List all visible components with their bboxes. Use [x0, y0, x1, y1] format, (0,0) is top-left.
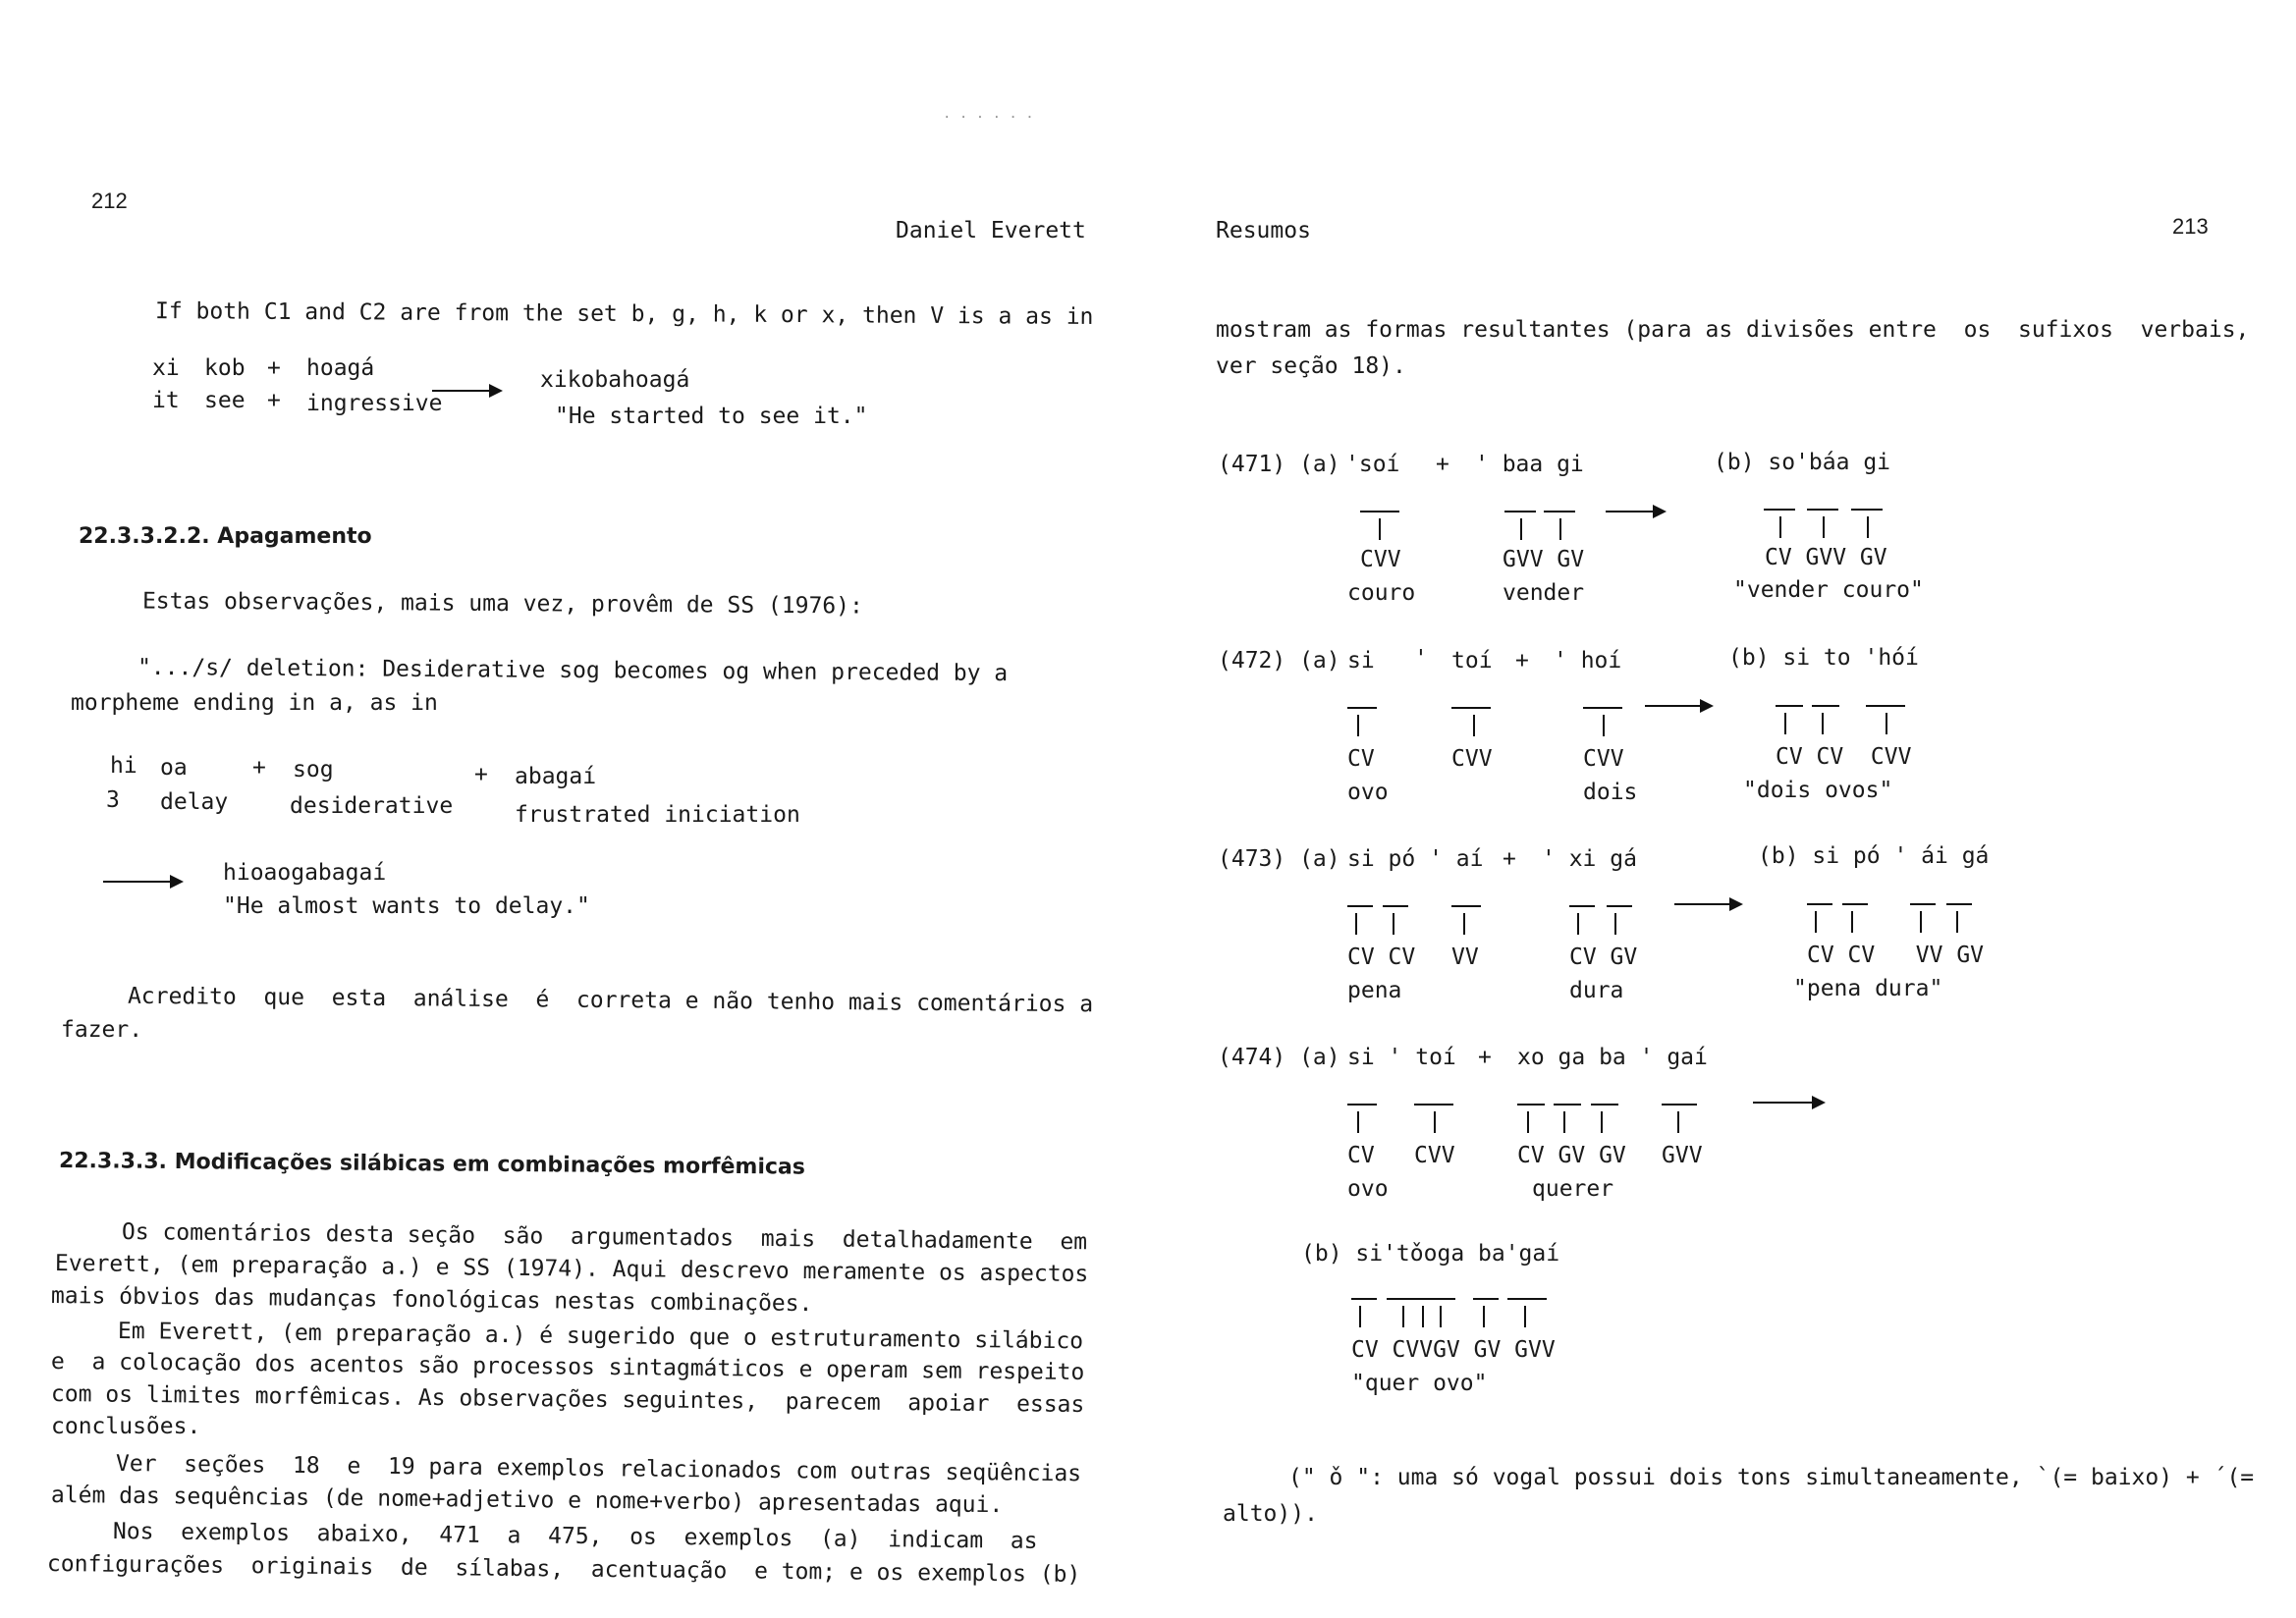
- tone-bar: [1351, 1298, 1377, 1300]
- ex2-morpheme: hi: [110, 753, 137, 779]
- gloss: "dois ovos": [1743, 778, 1893, 803]
- gloss: pena: [1347, 978, 1402, 1003]
- syllable-stem: [1434, 1111, 1436, 1133]
- quote-line: morpheme ending in a, as in: [71, 690, 438, 716]
- cv-pattern: CV CVVGV GV GVV: [1351, 1337, 1556, 1363]
- syllable-stem: [1483, 1306, 1485, 1327]
- tone-bar: [1414, 1104, 1453, 1106]
- tone-bar: [1607, 905, 1632, 907]
- derivation-arrow: [1645, 705, 1712, 707]
- ex2-morpheme: abagaí: [515, 764, 597, 789]
- rule-line: If both C1 and C2 are from the set b, g, h, k or x, then V is a as in: [154, 298, 1094, 330]
- syllable-stem: [1822, 713, 1824, 734]
- ex1-morpheme: kob: [204, 355, 246, 381]
- tone-bar: [1383, 905, 1408, 907]
- syllable-stem: [1473, 715, 1475, 736]
- syllable-stem: [1393, 913, 1394, 935]
- syllable-stem: [1359, 1306, 1361, 1327]
- body-line: com os limites morfêmicas. As observações seguintes, parecem apoiar essas: [50, 1381, 1085, 1419]
- syllable-stem: [1520, 518, 1522, 540]
- tone-bar: [1473, 1298, 1499, 1300]
- gloss: "pena dura": [1793, 976, 1943, 1001]
- gloss: vender: [1503, 580, 1585, 606]
- tone-bar: [1347, 905, 1373, 907]
- tone-bar: [1776, 705, 1803, 707]
- cv-pattern: CV GV: [1569, 944, 1638, 970]
- derivation-arrow: [1753, 1102, 1824, 1104]
- plus: +: [1503, 846, 1516, 872]
- plus: +: [1436, 452, 1449, 477]
- derivation-arrow: [1674, 903, 1741, 905]
- morpheme: ' baa gi: [1475, 452, 1584, 477]
- tone-bar: [1451, 707, 1491, 709]
- body-line: Everett, (em preparação a.) e SS (1974). Aqui descrevo meramente os aspectos: [54, 1251, 1089, 1288]
- ex1-gloss-word: see: [204, 388, 246, 413]
- ex1-morpheme: hoagá: [306, 355, 375, 381]
- morpheme: ' hoí: [1554, 648, 1622, 674]
- cv-pattern: GVV: [1662, 1143, 1703, 1168]
- example-label: (472) (a): [1218, 648, 1340, 674]
- cv-pattern: CV CV VV GV: [1807, 943, 1985, 968]
- body-line: Nos exemplos abaixo, 471 a 475, os exemplos (a) indicam as: [112, 1519, 1038, 1554]
- syllable-stem: [1603, 715, 1605, 736]
- scan-artifact: · · · · · ·: [943, 110, 1034, 126]
- tone-bar: [1360, 511, 1399, 512]
- morpheme: ' xi gá: [1542, 846, 1637, 872]
- gloss: dois: [1583, 780, 1638, 805]
- syllable-stem: [1463, 913, 1465, 935]
- tone-bar: [1910, 903, 1936, 905]
- gloss: "vender couro": [1733, 577, 1924, 603]
- syllable-stem: [1402, 1306, 1404, 1327]
- cv-pattern: GVV GV: [1503, 547, 1585, 572]
- ex1-translation: "He started to see it.": [555, 404, 868, 429]
- syllable-stem: [1677, 1111, 1679, 1133]
- body-line: conclusões.: [51, 1414, 201, 1439]
- body-line: Ver seções 18 e 19 para exemplos relacionados com outras seqüências: [115, 1451, 1082, 1487]
- syllable-stem: [1357, 715, 1359, 736]
- tone-bar: [1812, 705, 1839, 707]
- body-line: e a colocação dos acentos são processos sintagmáticos e operam sem respeito: [50, 1349, 1085, 1386]
- syllable-stem: [1956, 911, 1958, 933]
- page-number: 212: [91, 189, 128, 213]
- syllable-stem: [1355, 913, 1357, 935]
- ex1-gloss-word: ingressive: [306, 391, 443, 416]
- footnote-line: alto)).: [1223, 1501, 1318, 1527]
- morpheme: si: [1347, 648, 1375, 674]
- ex2-morpheme: oa: [160, 755, 188, 781]
- example-label: (471) (a): [1218, 452, 1340, 477]
- body-line: Em Everett, (em preparação a.) é sugerido que o estruturamento silábico: [117, 1319, 1084, 1355]
- cv-pattern: CV GV GV: [1517, 1143, 1626, 1168]
- tone-bar: [1554, 1104, 1581, 1106]
- cv-pattern: CV CV CVV: [1776, 744, 1912, 770]
- syllable-stem: [1779, 516, 1781, 538]
- cv-pattern: CV: [1347, 1143, 1375, 1168]
- body-line: Os comentários desta seção são argumentados mais detalhadamente em: [121, 1219, 1088, 1256]
- derivation-arrow: [103, 881, 182, 883]
- syllable-stem: [1559, 518, 1561, 540]
- ex1-plus: +: [267, 388, 281, 413]
- ex2-gloss-word: delay: [160, 789, 229, 815]
- page-number: 213: [2172, 214, 2209, 239]
- tone-bar: [1517, 1104, 1545, 1106]
- tone-bar: [1946, 903, 1972, 905]
- tone-bar: [1507, 1298, 1547, 1300]
- plus: +: [1478, 1045, 1492, 1070]
- syllable-stem: [1867, 516, 1869, 538]
- gloss: querer: [1532, 1176, 1614, 1202]
- syllable-stem: [1357, 1111, 1359, 1133]
- result-label: (b) si'tǒoga ba'gaí: [1301, 1241, 1560, 1267]
- cv-pattern: CVV: [1583, 746, 1624, 772]
- ex1-gloss-word: it: [152, 388, 180, 413]
- gloss: "quer ovo": [1351, 1371, 1488, 1396]
- body-line: configurações originais de sílabas, acentuação e tom; e os exemplos (b): [46, 1551, 1081, 1589]
- ex2-gloss-word: 3: [106, 787, 120, 813]
- syllable-stem: [1563, 1111, 1565, 1133]
- syllable-stem: [1920, 911, 1922, 933]
- paragraph-line: mostram as formas resultantes (para as divisões entre os sufixos verbais,: [1216, 317, 2250, 343]
- section-heading: 22.3.3.3. Modificações silábicas em combinações morfêmicas: [58, 1149, 806, 1180]
- tone-bar: [1347, 707, 1377, 709]
- tone-bar: [1807, 509, 1838, 511]
- syllable-stem: [1577, 913, 1579, 935]
- syllable-stem: [1601, 1111, 1603, 1133]
- cv-pattern: CVV: [1360, 547, 1401, 572]
- paragraph-line: ver seção 18).: [1216, 353, 1406, 379]
- tone-bar: [1504, 511, 1536, 512]
- cv-pattern: CV CV: [1347, 944, 1416, 970]
- paragraph-line: Acredito que esta análise é correta e não tenho mais comentários a: [127, 983, 1094, 1018]
- morpheme: 'soí: [1345, 452, 1400, 477]
- ex2-morpheme: sog: [293, 757, 334, 782]
- syllable-stem: [1524, 1306, 1526, 1327]
- tone-bar: [1591, 1104, 1618, 1106]
- ex2-translation: "He almost wants to delay.": [223, 893, 590, 919]
- result-label: (b) so'báa gi: [1714, 450, 1891, 475]
- gloss: dura: [1569, 978, 1624, 1003]
- result-label: (b) si pó ' ái gá: [1758, 843, 1990, 869]
- ex1-plus: +: [267, 355, 281, 381]
- tone-bar: [1764, 509, 1795, 511]
- gloss: ovo: [1347, 780, 1389, 805]
- cv-pattern: CVV: [1451, 746, 1493, 772]
- derivation-arrow: [1606, 511, 1665, 512]
- syllable-stem: [1886, 713, 1887, 734]
- example-label: (474) (a): [1218, 1045, 1340, 1070]
- section-heading: 22.3.3.2.2. Apagamento: [79, 524, 372, 549]
- tone-bar: [1544, 511, 1575, 512]
- paragraph-line: Estas observações, mais uma vez, provêm de SS (1976):: [141, 588, 863, 620]
- example-label: (473) (a): [1218, 846, 1340, 872]
- tone-bar: [1807, 903, 1832, 905]
- cv-pattern: VV: [1451, 944, 1479, 970]
- tone-bar: [1662, 1104, 1697, 1106]
- paragraph-line: fazer.: [61, 1017, 143, 1043]
- syllable-stem: [1851, 911, 1853, 933]
- body-line: mais óbvios das mudanças fonológicas nestas combinações.: [50, 1283, 813, 1318]
- footnote-line: (" ǒ ": uma só vogal possui dois tons simultaneamente, `(= baixo) + ´(=: [1288, 1465, 2255, 1490]
- syllable-stem: [1614, 913, 1616, 935]
- syllable-stem: [1440, 1306, 1442, 1327]
- tone-bar: [1347, 1104, 1377, 1106]
- ex1-result: xikobahoagá: [540, 367, 690, 393]
- ex2-gloss-word: desiderative: [290, 793, 454, 819]
- cv-pattern: CV GVV GV: [1765, 545, 1887, 570]
- ex2-gloss-word: frustrated iniciation: [515, 802, 800, 828]
- running-head: Resumos: [1216, 218, 1311, 243]
- ex2-plus: +: [252, 755, 266, 781]
- quote-line: ".../s/ deletion: Desiderative sog becomes og when preceded by a: [137, 654, 1009, 687]
- gloss: couro: [1347, 580, 1416, 606]
- ex1-morpheme: xi: [152, 355, 180, 381]
- stress-mark: ': [1414, 646, 1428, 672]
- syllable-stem: [1422, 1306, 1424, 1327]
- tone-bar: [1842, 903, 1868, 905]
- ex2-result: hioaogabagaí: [223, 860, 387, 886]
- ex2-plus: +: [474, 762, 488, 787]
- running-head: Daniel Everett: [896, 218, 1086, 243]
- syllable-stem: [1527, 1111, 1529, 1133]
- body-line: além das sequências (de nome+adjetivo e nome+verbo) apresentadas aqui.: [50, 1483, 1004, 1519]
- morpheme: si ' toí: [1347, 1045, 1456, 1070]
- result-label: (b) si to 'hóí: [1728, 645, 1919, 671]
- syllable-stem: [1379, 518, 1381, 540]
- cv-pattern: CV: [1347, 746, 1375, 772]
- syllable-stem: [1815, 911, 1817, 933]
- gloss: ovo: [1347, 1176, 1389, 1202]
- morpheme: si pó ' aí: [1347, 846, 1484, 872]
- syllable-stem: [1823, 516, 1825, 538]
- tone-bar: [1451, 905, 1481, 907]
- tone-bar: [1569, 905, 1595, 907]
- tone-bar: [1866, 705, 1905, 707]
- morpheme: toí: [1451, 648, 1493, 674]
- tone-bar: [1851, 509, 1883, 511]
- tone-bar: [1583, 707, 1622, 709]
- cv-pattern: CVV: [1414, 1143, 1455, 1168]
- plus: +: [1515, 648, 1529, 674]
- derivation-arrow: [432, 390, 501, 392]
- tone-bar: [1387, 1298, 1455, 1300]
- syllable-stem: [1784, 713, 1786, 734]
- morpheme: xo ga ba ' gaí: [1517, 1045, 1708, 1070]
